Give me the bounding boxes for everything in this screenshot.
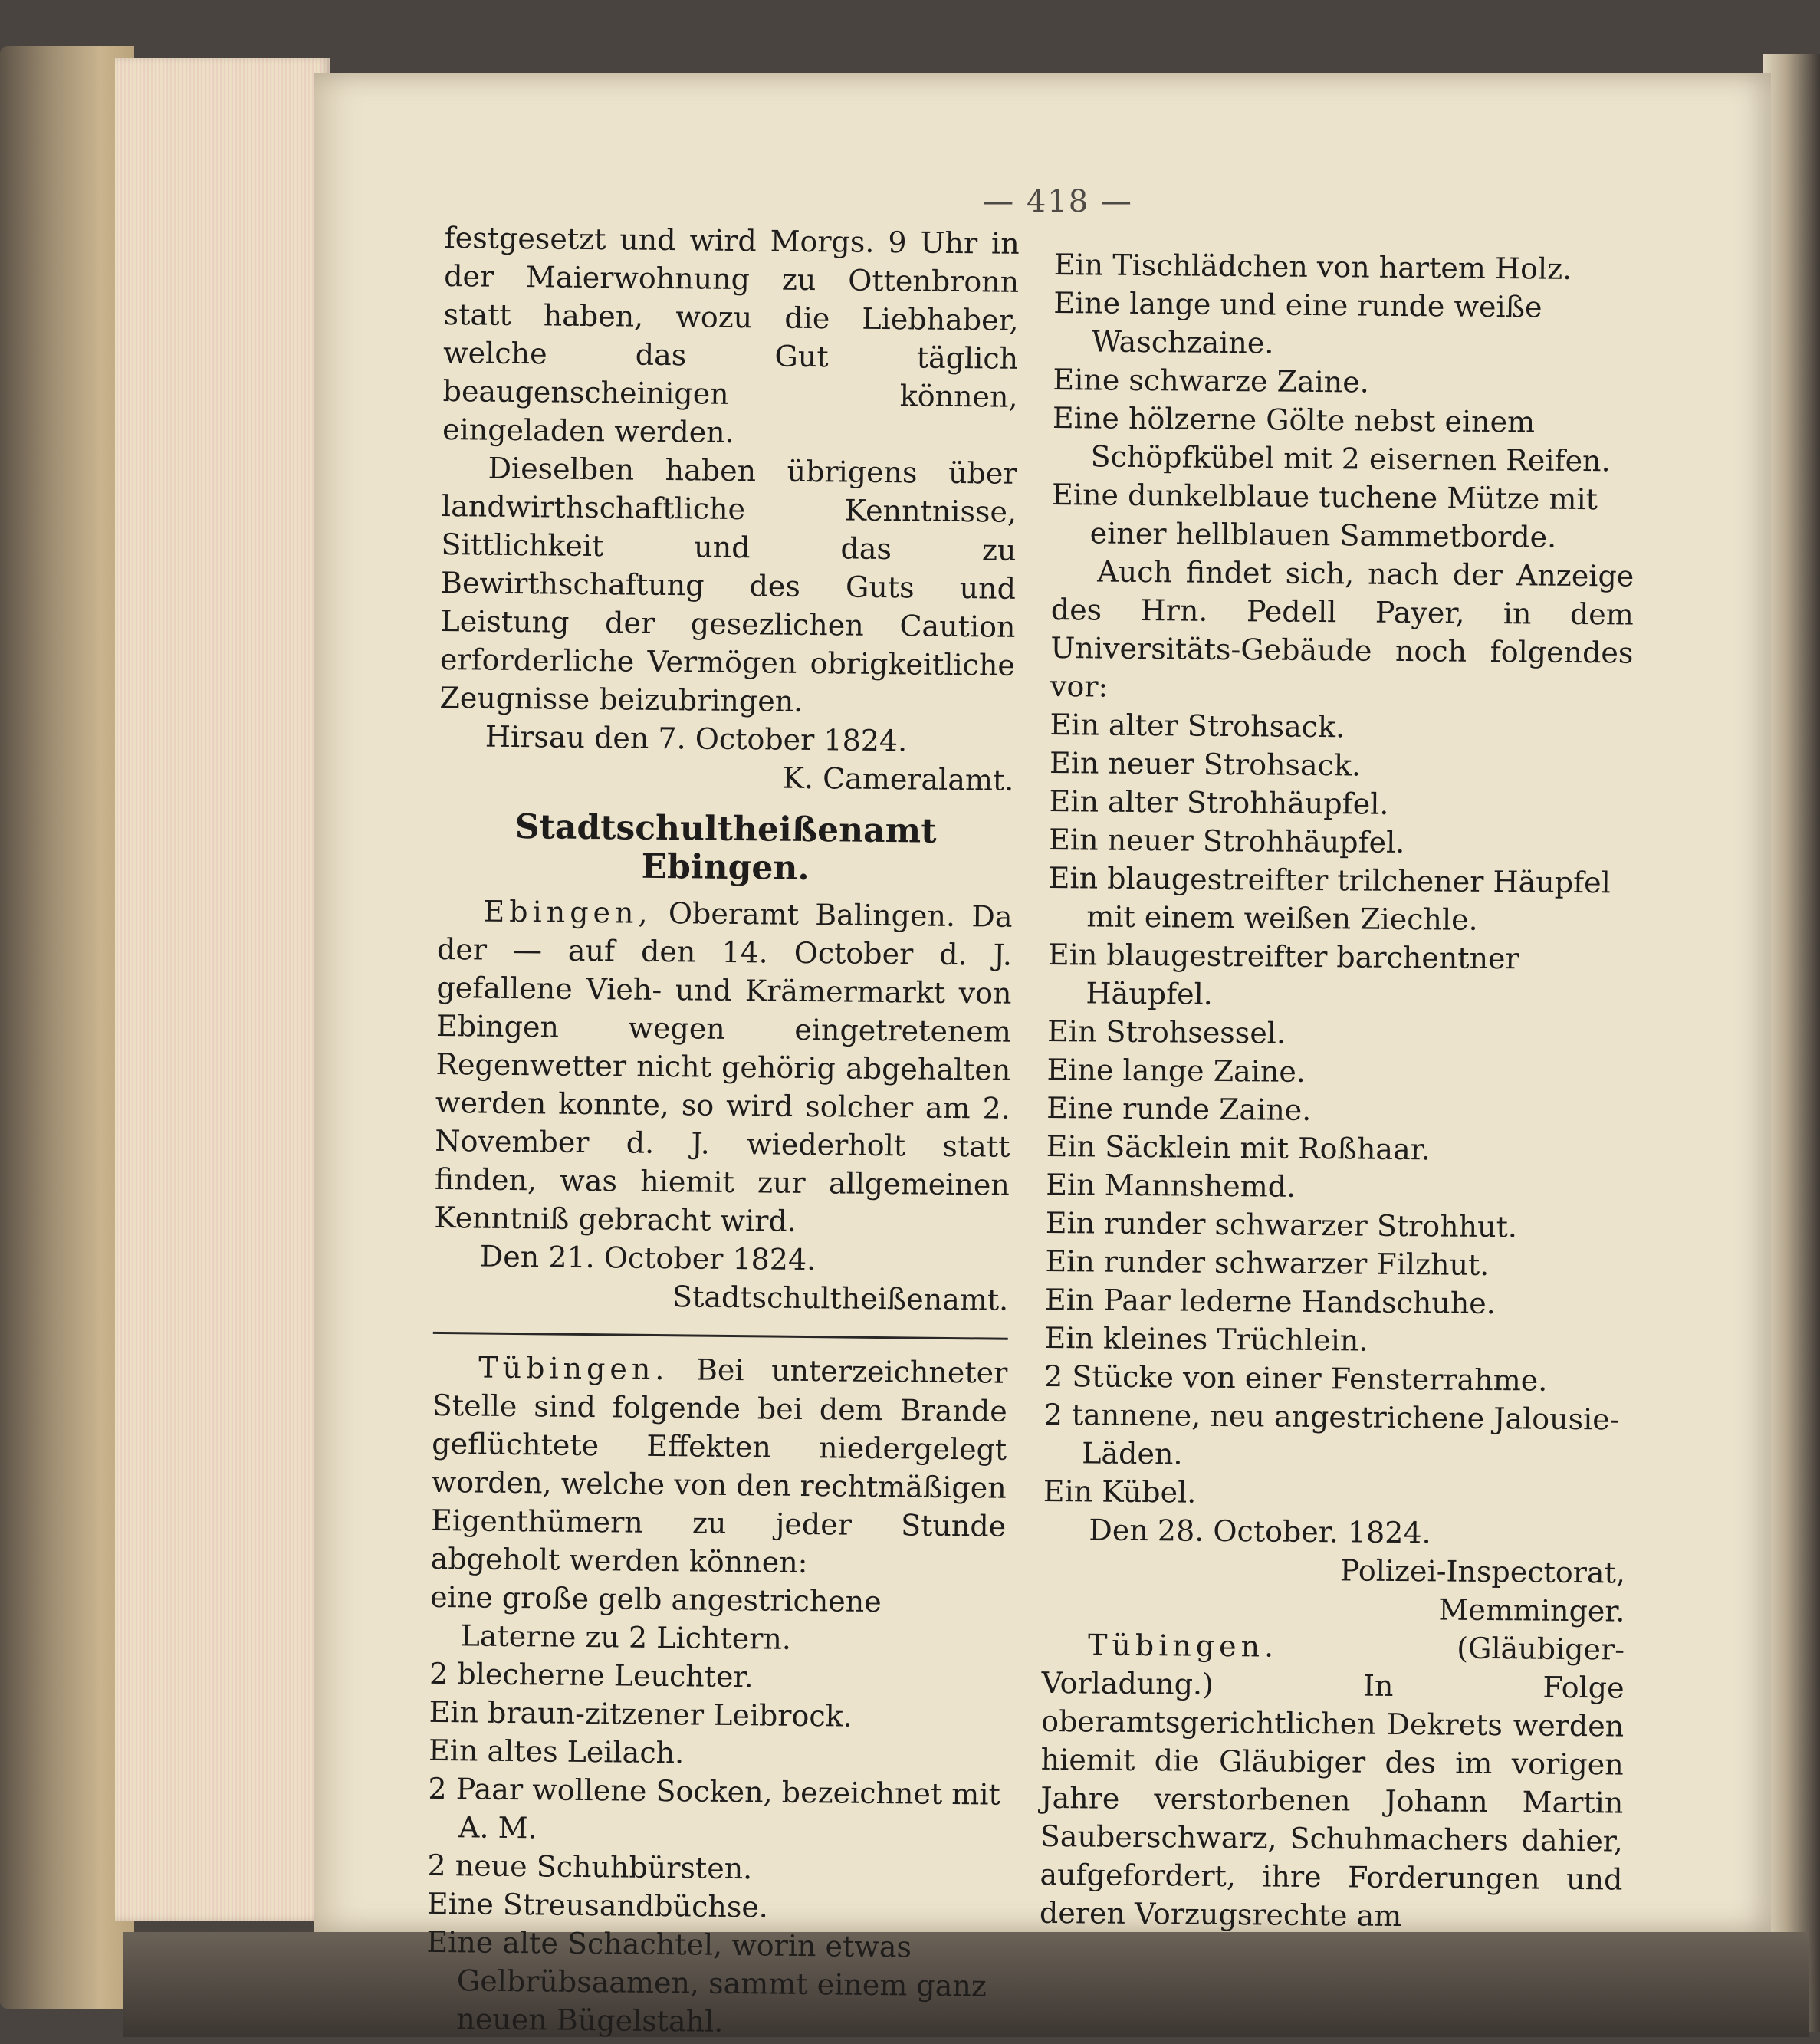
tuebingen2-title: (Gläubiger-Vorladung.) bbox=[1041, 1631, 1625, 1701]
intro-signature: K. Cameralamt. bbox=[782, 761, 1014, 797]
list-item: Eine lange und eine runde weiße Waschzaine. bbox=[1053, 285, 1542, 360]
list-item: Ein alter Strohhäupfel. bbox=[1049, 784, 1389, 821]
list-item: Ein neuer Strohsack. bbox=[1049, 745, 1362, 783]
book-cover-left bbox=[0, 46, 134, 2009]
police-date: Den 28. October. 1824. bbox=[1089, 1513, 1431, 1550]
tuebingen-body: Bei unterzeichneter Stelle sind folgende bei dem Brande geflüchtete Effekten niedergelegt worden, welche von den rechtmäßigen Eigenthümern zu jeder Stunde abgeholt werden können: bbox=[430, 1352, 1008, 1580]
section-divider bbox=[433, 1332, 1008, 1340]
list-item: Eine Streusandbüchse. bbox=[426, 1886, 769, 1924]
list-item: Ein Kübel. bbox=[1043, 1474, 1197, 1510]
list-item: Ein blaugestreifter barchentner Häupfel. bbox=[1047, 937, 1519, 1011]
inventory-note: Auch findet sich, nach der Anzeige des Hrn. Pedell Payer, in dem Universitäts-Gebäude noch folgendes vor: bbox=[1050, 554, 1634, 704]
ebingen-date: Den 21. October 1824. bbox=[479, 1239, 816, 1277]
list-item: 2 Paar wollene Socken, bezeichnet mit A. M. bbox=[428, 1771, 1001, 1845]
list-item: Ein kleines Trüchlein. bbox=[1044, 1320, 1368, 1358]
police-signature-name: Memminger. bbox=[1438, 1592, 1625, 1628]
tuebingen2-body: In Folge oberamtsgerichtlichen Dekrets werden hiemit die Gläubiger des im vorigen Jahre verstorbenen Johann Martin Sauberschwarz, Schuhmachers dahier, aufgefordert, ihre Forderungen und deren Vorzugsrechte am bbox=[1039, 1668, 1625, 1934]
left-column bbox=[425, 219, 1020, 2044]
page-number: — 418 — bbox=[983, 184, 1133, 219]
list-item: 2 tannene, neu angestrichene Jalousie-Läden. bbox=[1043, 1397, 1620, 1471]
intro-paragraph: Dieselben haben übrigens über landwirthschaftliche Kenntnisse, Sittlichkeit und das zu Bewirthschaftung des Guts und Leistung der gesezlichen Caution erforderliche Vermögen obrigkeitliche Zeugnisse beizubringen. bbox=[439, 451, 1017, 718]
section-heading: Stadtschultheißenamt Ebingen. bbox=[514, 807, 937, 889]
list-item: Ein alter Strohsack. bbox=[1050, 707, 1345, 744]
ebingen-signature: Stadtschultheißenamt. bbox=[672, 1280, 1009, 1317]
list-item: Ein altes Leilach. bbox=[428, 1733, 685, 1770]
list-item: Ein Tischlädchen von hartem Holz. bbox=[1053, 247, 1572, 286]
intro-paragraph: festgesetzt und wird Morgs. 9 Uhr in der Maierwohnung zu Ottenbronn statt haben, wozu die Liebhaber, welche das Gut täglich beaugenscheinigen können, eingeladen werden. bbox=[442, 220, 1020, 449]
ebingen-place: Ebingen, bbox=[483, 894, 652, 930]
list-item: Ein runder schwarzer Strohhut. bbox=[1045, 1205, 1518, 1244]
tuebingen-notice bbox=[430, 1348, 1007, 1584]
list-item: Ein runder schwarzer Filzhut. bbox=[1045, 1244, 1490, 1283]
list-item: Eine lange Zaine. bbox=[1046, 1052, 1306, 1089]
right-column bbox=[1040, 245, 1637, 1937]
intro-date: Hirsau den 7. October 1824. bbox=[485, 719, 908, 758]
book-spine-right bbox=[1763, 54, 1820, 2032]
list-item: Eine schwarze Zaine. bbox=[1053, 362, 1370, 399]
creditor-notice bbox=[1040, 1625, 1625, 1937]
list-item: Eine alte Schachtel, worin etwas Gelbrübsaamen, sammt einem ganz neuen Bügelstahl. bbox=[426, 1924, 987, 2039]
list-item: 2 blecherne Leuchter. bbox=[429, 1656, 754, 1694]
ebingen-notice bbox=[434, 892, 1013, 1243]
list-item: 2 neue Schuhbürsten. bbox=[427, 1848, 753, 1886]
list-item: Eine hölzerne Gölte nebst einem Schöpfkübel mit 2 eisernen Reifen. bbox=[1052, 400, 1611, 478]
ebingen-body: Oberamt Balingen. Da der — auf den 14. October d. J. gefallene Vieh- und Krämermarkt von Ebingen wegen eingetretenem Regenwetter nicht gehörig abgehalten werden konnte, so wird solcher am 2. November d. J. wiederholt statt finden, was hiemit zur allgemeinen Kenntniß gebracht wird. bbox=[434, 896, 1013, 1238]
list-item: Ein Mannshemd. bbox=[1046, 1167, 1296, 1204]
list-item: 2 Stücke von einer Fensterrahme. bbox=[1043, 1359, 1548, 1398]
list-item: Ein Säcklein mit Roßhaar. bbox=[1046, 1129, 1431, 1167]
list-item: eine große gelb angestrichene Laterne zu 2 Lichtern. bbox=[429, 1579, 882, 1656]
tuebingen2-place: Tübingen. bbox=[1087, 1628, 1279, 1664]
police-signature: Polizei-Inspectorat, bbox=[1339, 1553, 1626, 1590]
list-item: Ein blaugestreifter trilchener Häupfel mit einem weißen Ziechle. bbox=[1048, 860, 1611, 937]
list-item: Ein Paar lederne Handschuhe. bbox=[1044, 1282, 1496, 1321]
list-item: Ein Strohsessel. bbox=[1046, 1014, 1286, 1050]
list-item: Ein braun-zitzener Leibrock. bbox=[429, 1694, 853, 1733]
list-item: Ein neuer Strohhäupfel. bbox=[1049, 822, 1405, 860]
list-item: Eine runde Zaine. bbox=[1046, 1090, 1312, 1127]
list-item: Eine dunkelblaue tuchene Mütze mit einer hellblauen Sammetborde. bbox=[1051, 477, 1598, 554]
tuebingen-place: Tübingen. bbox=[478, 1350, 669, 1387]
page-edge-stack bbox=[115, 58, 330, 1921]
